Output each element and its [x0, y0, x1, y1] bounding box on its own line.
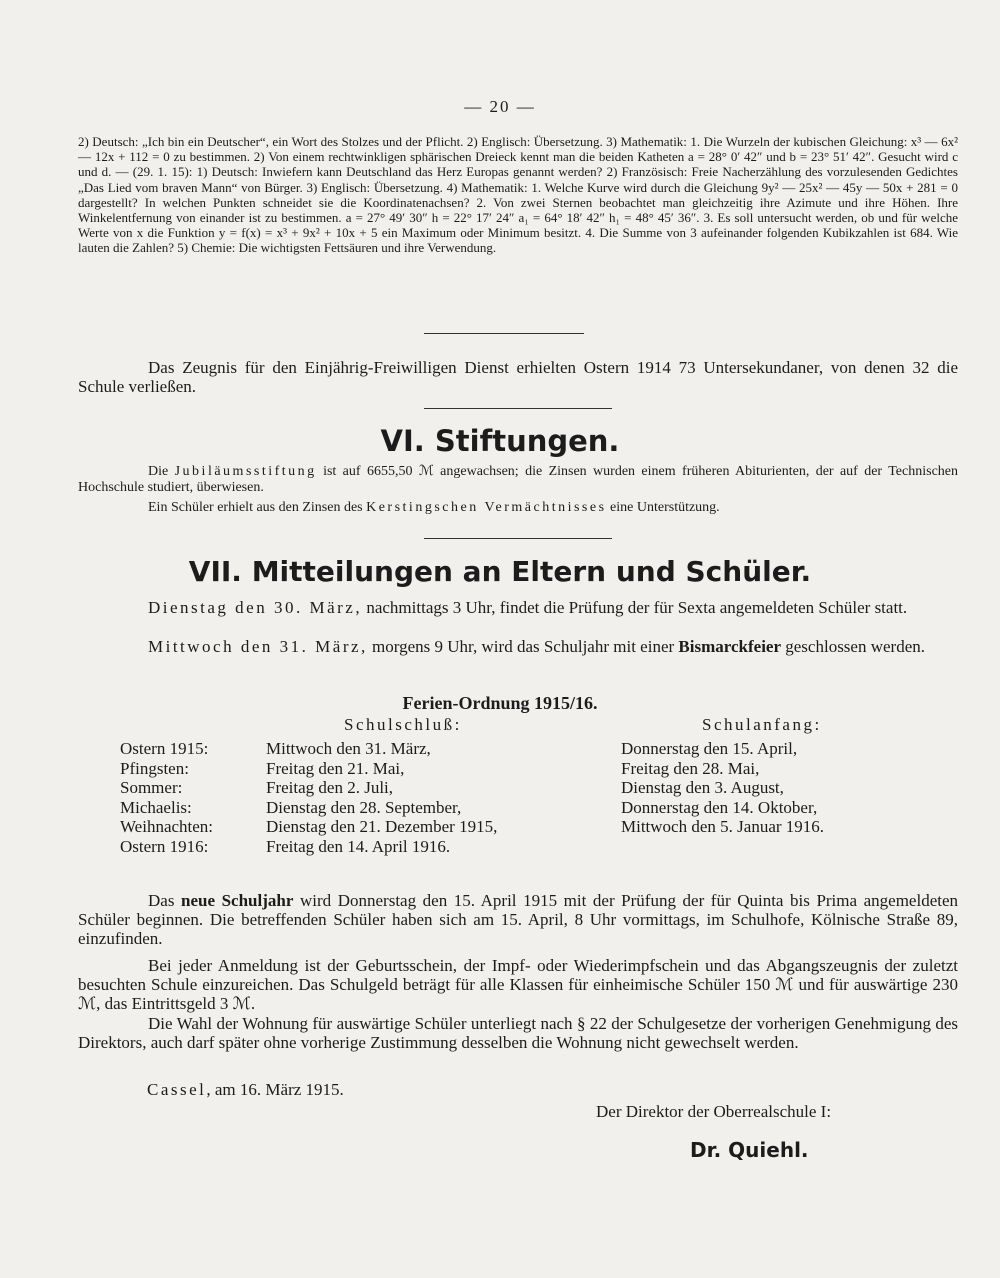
text-segment: morgens 9 Uhr, wird das Schuljahr mit einer: [372, 637, 675, 656]
vacation-title: Ferien-Ordnung 1915/16.: [402, 693, 598, 713]
text-segment: ist auf 6655,50 ℳ angewachsen; die Zinsen wurden einem früheren Abiturienten, der auf der Technischen Hochschule studiert, überwiesen.: [78, 464, 958, 495]
date: , am 16. März 1915.: [206, 1080, 344, 1099]
vacation-label: Weihnachten:: [120, 817, 214, 837]
vacation-label: Pfingsten:: [120, 758, 189, 778]
exam-topics-paragraph: 2) Deutsch: „Ich bin ein Deutscher“, ein Wort des Stolzes und der Pflicht. 2) Englisch: Übersetzung. 3) Mathematik: 1. Die Wurzeln der kubischen Gleichung: x³ — 6x² — 12x + 112 = 0 zu bestimmen. 2) Von einem rechtwinkligen sphärischen Dreieck kennt man die beiden Katheten a = 28° 0′ 42″ und b = 23° 51′ 42″. Gesucht wird c und d. — (29. 1. 15): 1) Deutsch: Inwiefern kann Deutschland das Herz Europas genannt werden? 2) Französisch: Freie Nacherzählung des vorzulesenden Gedichtes „Das Lied vom braven Mann“ von Bürger. 3) Englisch: Übersetzung. 4) Mathematik: 1. Welche Kurve wird durch die Gleichung 9y² — 25x² — 45y — 50x + 281 = 0 dargestellt? In welchen Punkten schneidet sie die Koordinatenachsen? 2. Von zwei Sternen beobachtet man gleichzeitig ihre Azimute und ihre Höhen. Ihre Winkelentfernung von einander ist zu bestimmen. a = 27° 49′ 30″ h = 22° 17′ 24″ a₁ = 64° 18′ 42″ h₁ = 48° 45′ 36″. 3. Es soll untersucht werden, ob und für welche Werte von x die Funktion y = f(x) = x³ + 9x² + 10x + 5 ein Maximum oder Minimum besitzt. 4. Die Summe von 3 aufeinander folgenden Kubikzahlen ist 684. Wie lauten die Zahlen? 5) Chemie: Die wichtigsten Fettsäuren und ihre Verwendung.: [78, 134, 958, 256]
section-heading-stiftungen: VI. Stiftungen.: [380, 424, 620, 458]
signature-label: Der Direktor der Oberrealschule I:: [596, 1102, 832, 1121]
text-segment: Die: [148, 464, 169, 479]
column-header-end: Schulschluß:: [344, 715, 462, 734]
place: Cassel: [147, 1080, 207, 1099]
text-segment: nachmittags 3 Uhr, findet die Prüfung der für Sexta angemeldeten Schüler statt.: [366, 598, 908, 617]
vacation-start-dates: [621, 739, 824, 837]
spaced-term: Dienstag den 30. März,: [148, 598, 363, 617]
bold-term: neue Schuljahr: [181, 891, 294, 910]
stiftungen-paragraph-2: [78, 500, 958, 516]
divider-rule: [424, 333, 584, 334]
text-segment: Ein Schüler erhielt aus den Zinsen des: [148, 500, 363, 515]
wohnung-paragraph: [78, 1014, 958, 1052]
column-header-start: Schulanfang:: [702, 715, 822, 734]
zeugnis-text: Das Zeugnis für den Einjährig-Freiwilligen Dienst erhielten Ostern 1914 73 Untersekundaner, von denen 32 die Schule verließen.: [78, 358, 958, 396]
vacation-label: Michaelis:: [120, 797, 192, 817]
vacation-end-date: Freitag den 2. Juli,: [266, 778, 394, 798]
signature-name: Dr. Quiehl.: [690, 1138, 809, 1162]
vacation-end-date: Freitag den 21. Mai,: [266, 758, 405, 778]
divider-rule: [424, 538, 612, 539]
schuljahr-ende-paragraph: [78, 637, 958, 656]
text-segment: wird Donnerstag den 15. April 1915 mit der Prüfung der für Quinta bis Prima angemeldeten Schüler beginnen. Die betreffenden Schüler haben sich am 15. April, 8 Uhr vormittags, im Schulhofe, Kölnische Straße 89, einzufinden.: [78, 891, 959, 948]
vacation-label: Ostern 1915:: [120, 739, 209, 758]
spaced-term: Jubiläumsstiftung: [174, 464, 317, 479]
text-segment: Die Wahl der Wohnung für auswärtige Schüler unterliegt nach § 22 der Schulgesetze der vorherigen Genehmigung des Direktors, auch darf später ohne vorherige Zustimmung desselben die Wohnung nicht gewechselt werden.: [78, 1014, 958, 1052]
section-heading-mitteilungen: VII. Mitteilungen an Eltern und Schüler.: [188, 555, 812, 588]
date-line: [147, 1080, 344, 1100]
vacation-start-date: Dienstag den 3. August,: [621, 778, 784, 798]
vacation-start-date: Donnerstag den 14. Oktober,: [621, 797, 818, 817]
schuljahr-paragraph: [78, 891, 958, 948]
text-segment: geschlossen werden.: [785, 637, 926, 656]
anmeldung-paragraph: [78, 956, 958, 1013]
vacation-start-date: Freitag den 28. Mai,: [621, 758, 760, 778]
pruefung-paragraph: [78, 598, 958, 617]
stiftungen-paragraph-1: [78, 464, 958, 496]
vacation-end-date: Mittwoch den 31. März,: [266, 739, 431, 758]
vacation-label: Sommer:: [120, 778, 183, 798]
vacation-start-date: Mittwoch den 5. Januar 1916.: [621, 817, 825, 837]
vacation-label: Ostern 1916:: [120, 836, 209, 856]
vacation-end-date: Dienstag den 28. September,: [266, 797, 462, 817]
text-segment: eine Unterstützung.: [610, 500, 720, 515]
vacation-end-dates: [266, 739, 497, 857]
page-number: — 20 —: [464, 97, 536, 116]
bold-term: Bismarckfeier: [678, 637, 782, 656]
spaced-term: Mittwoch den 31. März,: [148, 637, 368, 656]
vacation-labels: [120, 739, 213, 857]
zeugnis-paragraph: [78, 358, 958, 396]
spaced-term: Kerstingschen Vermächtnisses: [366, 500, 607, 515]
vacation-start-date: Donnerstag den 15. April,: [621, 739, 798, 758]
divider-rule: [424, 408, 612, 409]
text-segment: Das: [148, 891, 175, 910]
vacation-end-date: Freitag den 14. April 1916.: [266, 836, 451, 856]
text-segment: Bei jeder Anmeldung ist der Geburtsschein, der Impf- oder Wiederimpfschein und das Abgangszeugnis der zuletzt besuchten Schule einzureichen. Das Schulgeld beträgt für alle Klassen für einheimische Schüler 150 ℳ und für auswärtige 230 ℳ, das Eintrittsgeld 3 ℳ.: [78, 956, 958, 1013]
vacation-end-date: Dienstag den 21. Dezember 1915,: [266, 817, 498, 837]
